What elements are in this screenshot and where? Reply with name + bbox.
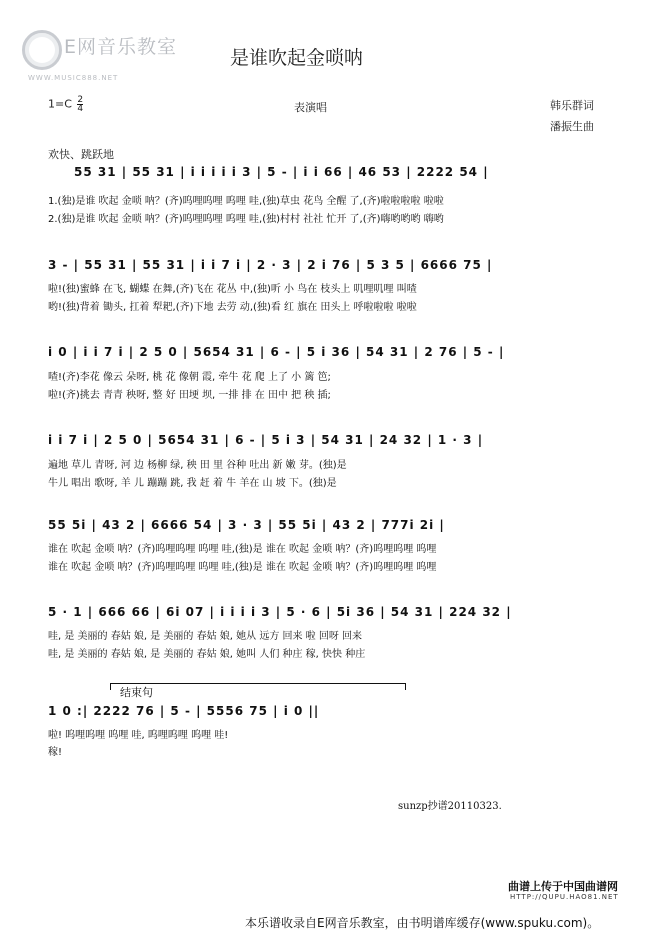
upload-note: 曲谱上传于中国曲谱网: [508, 880, 618, 893]
lyric-row-1-verse-2: 2.(独)是谁 吹起 金唢 呐？(齐)呜哩呜哩 呜哩 哇,(独)村村 社社 忙开 了,(齐)嗨哟哟哟 嗨哟: [48, 214, 444, 225]
time-signature-top: 2: [77, 95, 84, 105]
time-signature: [77, 96, 83, 113]
site-logo: [14, 24, 184, 84]
ending-bracket: [110, 683, 406, 690]
logo-url: WWW.MUSIC888.NET: [28, 74, 119, 82]
lyric-row-7-verse-2: 稼!: [48, 747, 63, 758]
lyric-row-7-verse-1: 啦! 呜哩呜哩 呜哩 哇, 呜哩呜哩 呜哩 哇!: [48, 730, 229, 741]
song-title: 是谁吹起金唢呐: [230, 47, 364, 69]
notation-row-1: 55 31 | 55 31 | i i i i i 3 | 5 - | i i 66 | 46 53 | 2222 54 |: [74, 165, 489, 179]
lyric-row-6-verse-1: 哇, 是 美丽的 春姑 娘, 是 美丽的 春姑 娘, 她从 远方 回来 啦 回呀 回来: [48, 631, 363, 642]
time-signature-bottom: 4: [77, 104, 84, 114]
performance-form: 表演唱: [294, 101, 327, 114]
lyric-row-5-verse-1: 谁在 吹起 金唢 呐？(齐)呜哩呜哩 呜哩 哇,(独)是 谁在 吹起 金唢 呐？(齐)呜哩呜哩 呜哩: [48, 544, 437, 555]
notation-row-2: 3 - | 55 31 | 55 31 | i i 7 i | 2 · 3 | 2 i 76 | 5 3 5 | 6666 75 |: [48, 258, 493, 272]
source-note: 本乐谱收录自E网音乐教室，由书明谱库缓存(www.spuku.com)。: [245, 916, 600, 930]
notation-row-4: i i 7 i | 2 5 0 | 5654 31 | 6 - | 5 i 3 | 54 31 | 24 32 | 1 · 3 |: [48, 433, 484, 447]
lyric-row-2-verse-2: 哟!(独)背着 锄头, 扛着 犁耙,(齐)下地 去劳 动,(独)看 红 旗在 田头上 呼啦啦啦 啦啦: [48, 302, 417, 313]
key-signature-text: 1=C: [48, 97, 72, 111]
lyric-row-3-verse-2: 啦!(齐)挑去 青青 秧呀, 整 好 田埂 坝, 一排 排 在 田中 把 秧 插;: [48, 390, 331, 401]
notation-row-5: 55 5i | 43 2 | 6666 54 | 3 · 3 | 55 5i | 43 2 | 777i 2i |: [48, 518, 445, 532]
lyric-row-4-verse-2: 牛儿 唱出 歌呀, 羊 儿 蹦蹦 跳, 我 赶 着 牛 羊在 山 坡 下。(独)是: [48, 478, 337, 489]
notation-row-6: 5 · 1 | 666 66 | 6i 07 | i i i i 3 | 5 · 6 | 5i 36 | 54 31 | 224 32 |: [48, 605, 512, 619]
notation-row-7: 1 0 :| 2222 76 | 5 - | 5556 75 | i 0 ||: [48, 704, 320, 718]
lyricist: 韩乐群词: [550, 99, 594, 112]
lyric-row-4-verse-1: 遍地 草儿 青呀, 河 边 杨柳 绿, 秧 田 里 谷种 吐出 新 嫩 芽。(独)是: [48, 460, 347, 471]
lyric-row-1-verse-1: 1.(独)是谁 吹起 金唢 呐？(齐)呜哩呜哩 呜哩 哇,(独)草虫 花鸟 全醒 了,(齐)啦啦啦啦 啦啦: [48, 196, 444, 207]
key-signature: [48, 96, 83, 113]
ending-label: 结束句: [120, 686, 153, 699]
tempo-marking: 欢快、跳跃地: [48, 148, 114, 161]
music-disc-icon: [22, 30, 62, 70]
upload-url: HTTP://QUPU.HAO81.NET: [510, 893, 619, 901]
logo-text: E网音乐教室: [64, 36, 178, 58]
composer: 潘振生曲: [550, 120, 594, 133]
notation-row-3: i 0 | i i 7 i | 2 5 0 | 5654 31 | 6 - | 5 i 36 | 54 31 | 2 76 | 5 - |: [48, 345, 505, 359]
lyric-row-5-verse-2: 谁在 吹起 金唢 呐？(齐)呜哩呜哩 呜哩 哇,(独)是 谁在 吹起 金唢 呐？(齐)呜哩呜哩 呜哩: [48, 562, 437, 573]
lyric-row-3-verse-1: 喳!(齐)李花 像云 朵呀, 桃 花 像朝 霞, 牵牛 花 爬 上了 小 篱 笆;: [48, 372, 331, 383]
lyric-row-2-verse-1: 啦!(独)蜜蜂 在飞, 蝴蝶 在舞,(齐)飞在 花丛 中,(独)听 小 鸟在 枝头上 叽哩叽哩 叫喳: [48, 284, 417, 295]
transcriber-note: sunzp抄谱20110323.: [398, 801, 502, 812]
lyric-row-6-verse-2: 哇, 是 美丽的 春姑 娘, 是 美丽的 春姑 娘, 她叫 人们 种庄 稼, 快快 种庄: [48, 649, 366, 660]
